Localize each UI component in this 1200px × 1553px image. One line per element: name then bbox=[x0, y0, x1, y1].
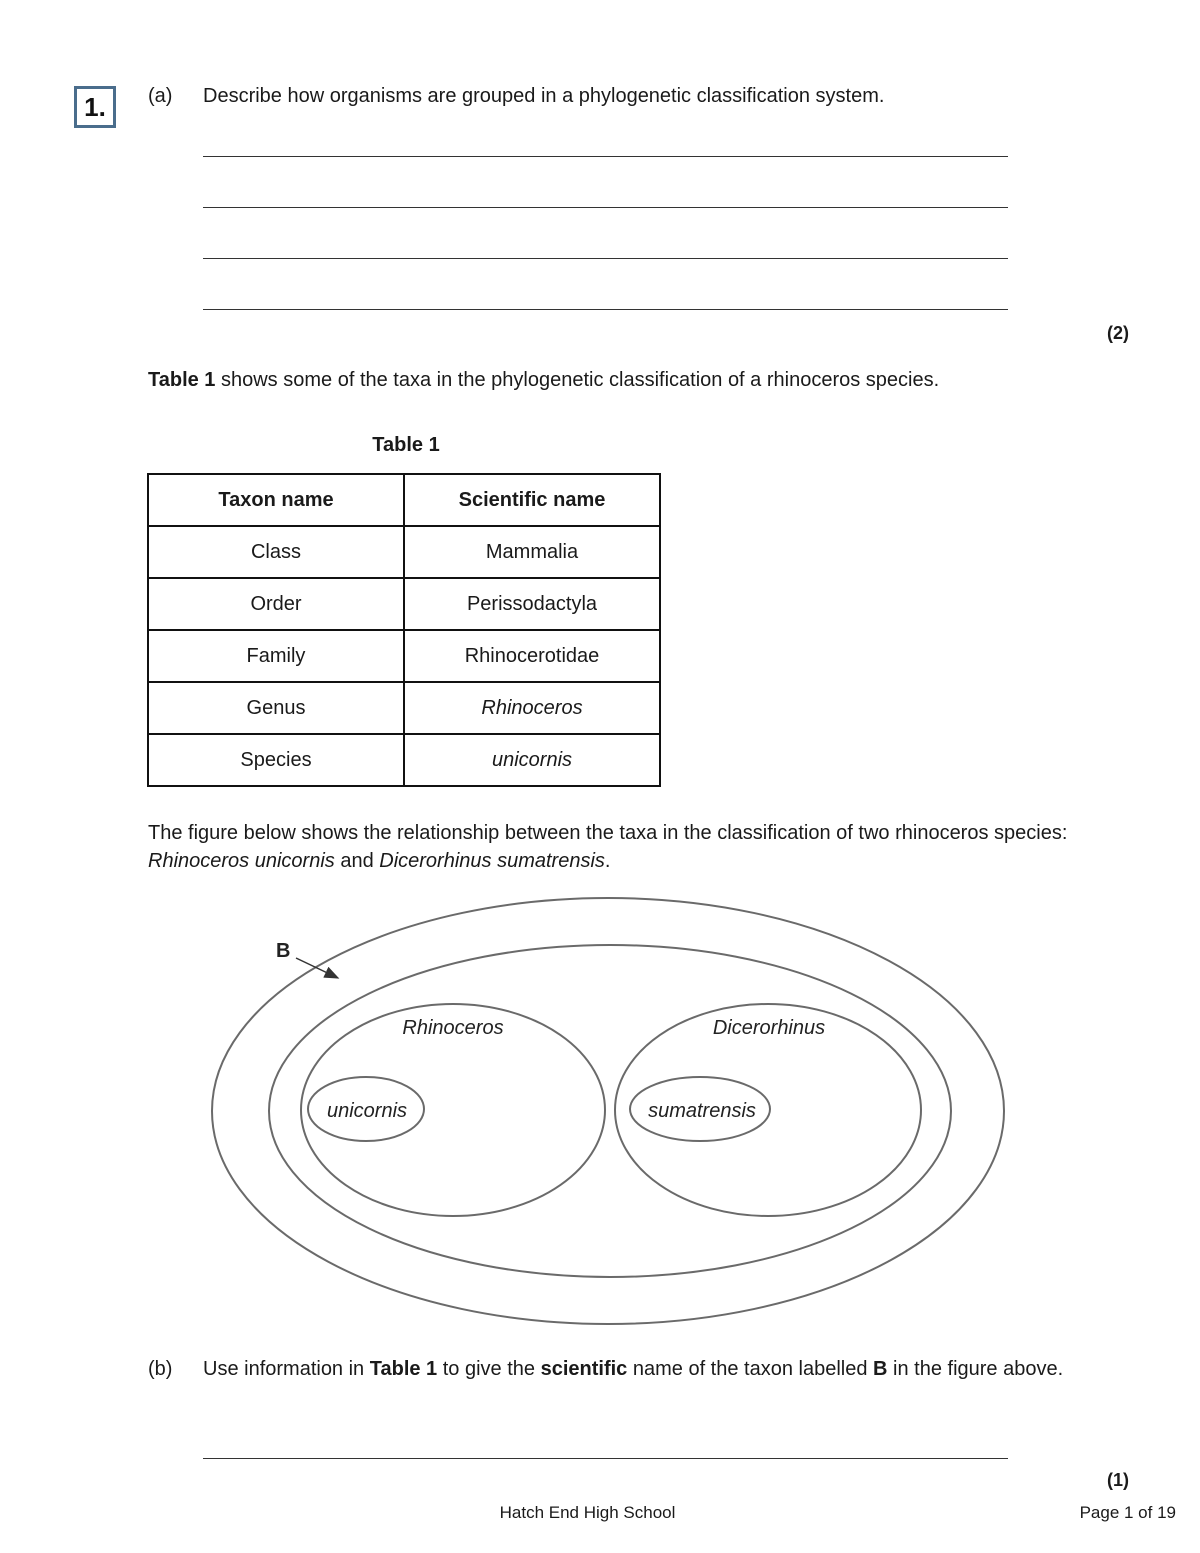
taxa-table bbox=[147, 473, 661, 787]
table-header-row bbox=[148, 474, 660, 526]
table-row bbox=[148, 526, 660, 578]
scientific-cell: unicornis bbox=[404, 734, 660, 786]
header-scientific-name: Scientific name bbox=[404, 474, 660, 526]
scientific-cell: Rhinoceros bbox=[404, 682, 660, 734]
taxon-cell: Order bbox=[148, 578, 404, 630]
footer-school: Hatch End High School bbox=[499, 1503, 676, 1522]
answer-line[interactable] bbox=[203, 156, 1008, 157]
table-ref: Table 1 bbox=[148, 369, 216, 391]
table-intro bbox=[148, 366, 1088, 394]
table-row bbox=[148, 734, 660, 786]
table-row bbox=[148, 682, 660, 734]
genus-right-label: Dicerorhinus bbox=[712, 1017, 826, 1039]
table-row bbox=[148, 578, 660, 630]
species-name-1: Rhinoceros unicornis bbox=[148, 850, 335, 872]
table-intro-text: shows some of the taxa in the phylogenetic classification of a rhinoceros species. bbox=[215, 369, 940, 391]
species-name-2: Dicerorhinus sumatrensis bbox=[379, 850, 605, 872]
figure-intro bbox=[148, 819, 1088, 875]
part-b-text-1: Use information in bbox=[203, 1358, 370, 1380]
part-b-text-4: in the figure above. bbox=[887, 1358, 1064, 1380]
species-left-label: unicornis bbox=[326, 1100, 408, 1122]
footer-page-number: Page 1 of 19 bbox=[1079, 1503, 1176, 1522]
table-caption: Table 1 bbox=[372, 434, 440, 456]
taxon-cell: Species bbox=[148, 734, 404, 786]
figure-intro-text: The figure below shows the relationship between the taxa in the classification of two rhinoceros species: bbox=[148, 822, 1068, 844]
part-b-text-2: to give the bbox=[437, 1358, 541, 1380]
part-b-label: (b) bbox=[148, 1358, 173, 1380]
taxon-cell: Class bbox=[148, 526, 404, 578]
genus-left-label: Rhinoceros bbox=[402, 1017, 504, 1039]
part-a-marks: (2) bbox=[1107, 323, 1129, 343]
label-b: B bbox=[276, 940, 291, 962]
question-number: 1. bbox=[74, 86, 116, 128]
taxon-cell: Family bbox=[148, 630, 404, 682]
answer-line[interactable] bbox=[203, 207, 1008, 208]
taxon-cell: Genus bbox=[148, 682, 404, 734]
part-b-marks: (1) bbox=[1107, 1470, 1129, 1490]
taxa-venn-diagram bbox=[200, 890, 1020, 1335]
answer-line[interactable] bbox=[203, 1458, 1008, 1459]
part-b-text-3: name of the taxon labelled bbox=[627, 1358, 874, 1380]
scientific-cell: Perissodactyla bbox=[404, 578, 660, 630]
scientific-cell: Rhinocerotidae bbox=[404, 630, 660, 682]
part-b-question bbox=[203, 1355, 1083, 1383]
header-taxon-name: Taxon name bbox=[148, 474, 404, 526]
part-a-question: Describe how organisms are grouped in a phylogenetic classification system. bbox=[203, 85, 885, 107]
answer-line[interactable] bbox=[203, 309, 1008, 310]
part-b-bold-3: B bbox=[873, 1358, 888, 1380]
answer-line[interactable] bbox=[203, 258, 1008, 259]
table-row bbox=[148, 630, 660, 682]
species-right-label: sumatrensis bbox=[648, 1100, 756, 1122]
figure-intro-end: . bbox=[604, 850, 611, 872]
scientific-cell: Mammalia bbox=[404, 526, 660, 578]
part-b-bold-1: Table 1 bbox=[369, 1358, 438, 1380]
figure-intro-and: and bbox=[334, 850, 380, 872]
part-a-label: (a) bbox=[148, 85, 173, 107]
part-b-bold-2: scientific bbox=[540, 1358, 628, 1380]
